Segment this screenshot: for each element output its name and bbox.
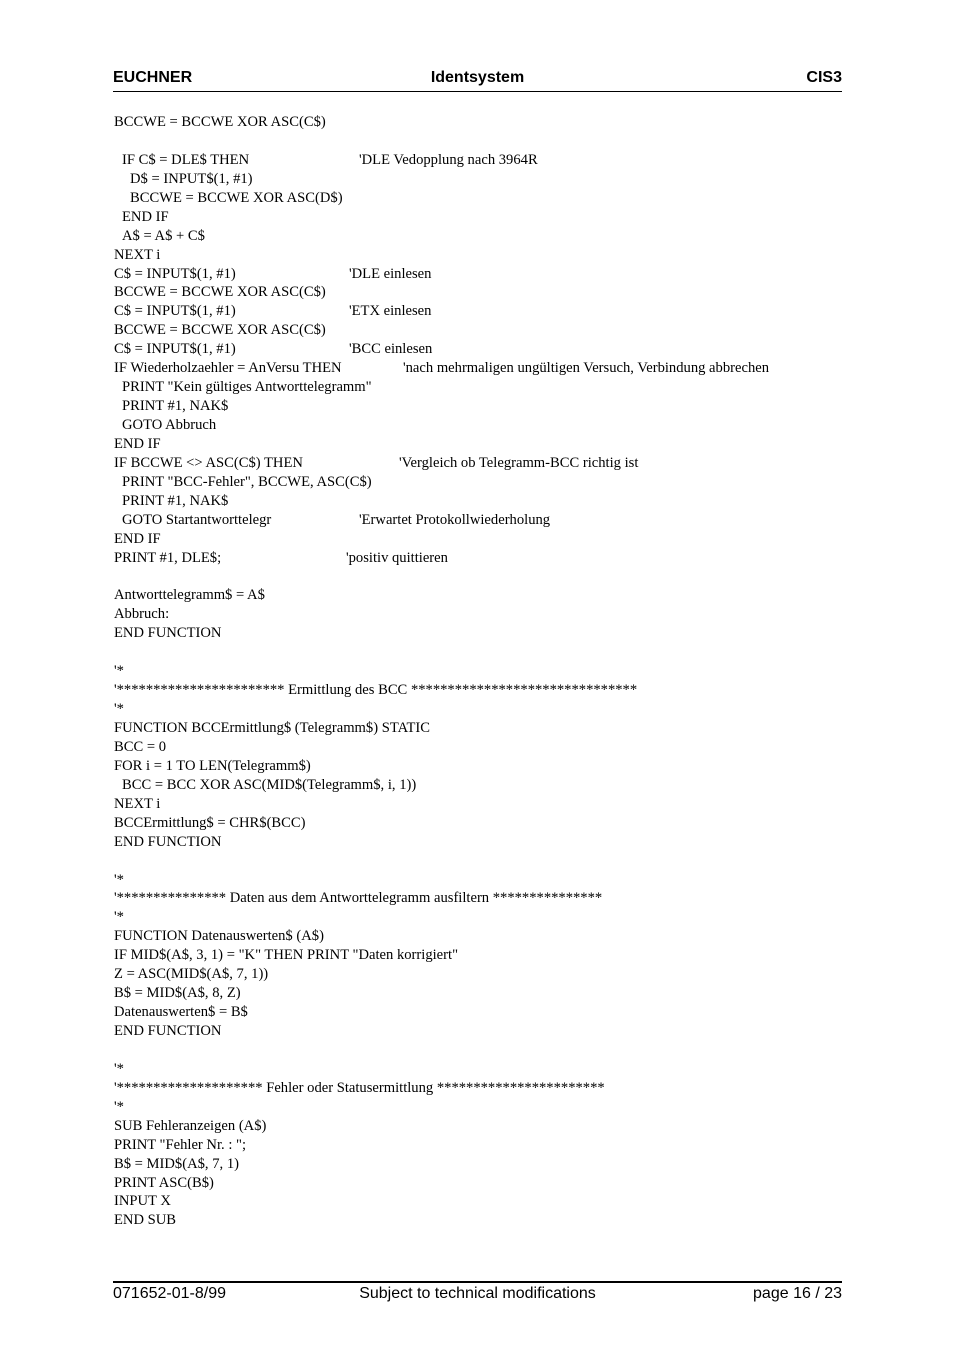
code-text: BCC = 0	[114, 738, 167, 755]
code-line	[114, 435, 842, 454]
code-line	[114, 1060, 842, 1079]
code-text: '*	[114, 663, 124, 680]
code-line	[114, 719, 842, 738]
code-line	[114, 530, 842, 549]
code-line	[114, 1155, 842, 1174]
code-line	[114, 265, 842, 284]
code-text: '*	[114, 1098, 124, 1115]
code-line	[114, 113, 842, 132]
code-text: Z = ASC(MID$(A$, 7, 1))	[114, 966, 269, 983]
code-line	[114, 170, 842, 189]
code-text: END IF	[114, 435, 161, 452]
code-line	[114, 871, 842, 890]
code-comment: 'Vergleich ob Telegramm-BCC richtig ist	[399, 454, 639, 471]
code-text: FOR i = 1 TO LEN(Telegramm$)	[114, 757, 311, 774]
code-text: GOTO Abbruch	[122, 417, 217, 433]
code-comment: 'DLE Vedopplung nach 3964R	[359, 151, 538, 168]
code-text: BCCWE = BCCWE XOR ASC(C$)	[114, 284, 326, 301]
code-line	[114, 359, 842, 378]
code-line	[114, 1211, 842, 1230]
code-line	[114, 1117, 842, 1136]
code-line	[114, 132, 842, 151]
code-text: BCC = BCC XOR ASC(MID$(Telegramm$, i, 1))	[122, 776, 417, 793]
code-line	[114, 1003, 842, 1022]
code-line	[114, 416, 842, 435]
code-text: '*	[114, 701, 124, 718]
code-text: BCCWE = BCCWE XOR ASC(D$)	[130, 189, 343, 206]
code-text: PRINT ASC(B$)	[114, 1174, 214, 1191]
code-text: BCCWE = BCCWE XOR ASC(C$)	[114, 114, 326, 130]
code-line	[114, 1098, 842, 1117]
code-line	[114, 852, 842, 871]
code-line	[114, 833, 842, 852]
code-listing	[114, 113, 842, 1230]
code-text: PRINT "BCC-Fehler", BCCWE, ASC(C$)	[122, 473, 372, 490]
code-line	[114, 454, 842, 473]
code-text: C$ = INPUT$(1, #1)	[114, 341, 236, 358]
page-header	[113, 69, 842, 91]
code-line	[114, 283, 842, 302]
code-text: END FUNCTION	[114, 833, 222, 850]
code-text: NEXT i	[114, 246, 161, 263]
code-line	[114, 1079, 842, 1098]
code-text: PRINT "Fehler Nr. : ";	[114, 1136, 247, 1153]
code-line	[114, 1174, 842, 1193]
code-text: BCCErmittlung$ = CHR$(BCC)	[114, 814, 306, 831]
code-comment: 'positiv quittieren	[346, 549, 448, 566]
code-text: FUNCTION Datenauswerten$ (A$)	[114, 928, 324, 945]
footer-document-number: 071652-01-8/99	[113, 1285, 226, 1302]
code-line	[114, 378, 842, 397]
code-line	[114, 776, 842, 795]
code-text: PRINT #1, DLE$;	[114, 549, 222, 566]
code-text: B$ = MID$(A$, 7, 1)	[114, 1155, 239, 1172]
code-line	[114, 908, 842, 927]
code-line	[114, 1041, 842, 1060]
code-line	[114, 965, 842, 984]
code-line	[114, 340, 842, 359]
code-line	[114, 511, 842, 530]
header-rule	[113, 91, 842, 92]
code-line	[114, 1192, 842, 1211]
code-line	[114, 586, 842, 605]
code-line	[114, 321, 842, 340]
header-product: CIS3	[806, 69, 842, 86]
header-company: EUCHNER	[113, 69, 193, 86]
code-comment: 'ETX einlesen	[349, 303, 432, 320]
code-line	[114, 473, 842, 492]
code-comment: 'BCC einlesen	[349, 341, 433, 358]
code-text: PRINT "Kein gültiges Antworttelegramm"	[122, 379, 372, 396]
code-line	[114, 757, 842, 776]
code-comment: 'Erwartet Protokollwiederholung	[359, 511, 551, 528]
code-line	[114, 795, 842, 814]
code-text: '*	[114, 909, 124, 926]
code-text: '******************** Fehler oder Statusermittlung ***********************	[114, 1079, 605, 1096]
code-line	[114, 889, 842, 908]
code-text: GOTO Startantworttelegr	[122, 511, 272, 528]
code-text: END FUNCTION	[114, 1023, 222, 1039]
code-text: PRINT #1, NAK$	[122, 492, 229, 509]
code-text: INPUT X	[114, 1193, 171, 1210]
code-comment: 'nach mehrmaligen ungültigen Versuch, Verbindung abbrechen	[403, 360, 770, 377]
code-line	[114, 568, 842, 587]
header-title: Identsystem	[430, 69, 525, 86]
code-text: SUB Fehleranzeigen (A$)	[114, 1117, 267, 1134]
code-text: PRINT #1, NAK$	[122, 398, 229, 415]
code-text: NEXT i	[114, 795, 161, 812]
code-line	[114, 189, 842, 208]
code-line	[114, 397, 842, 416]
code-line	[114, 227, 842, 246]
code-text: '*********************** Ermittlung des BCC *******************************	[114, 682, 638, 699]
code-text: Datenauswerten$ = B$	[114, 1004, 248, 1021]
code-text: END IF	[114, 530, 161, 547]
code-line	[114, 927, 842, 946]
code-line	[114, 605, 842, 624]
code-line	[114, 492, 842, 511]
code-line	[114, 814, 842, 833]
code-text: BCCWE = BCCWE XOR ASC(C$)	[114, 322, 326, 339]
code-line	[114, 1022, 842, 1041]
code-line	[114, 984, 842, 1003]
footer-notice: Subject to technical modifications	[359, 1285, 596, 1302]
code-text: IF MID$(A$, 3, 1) = "K" THEN PRINT "Daten korrigiert"	[114, 947, 459, 964]
code-text: C$ = INPUT$(1, #1)	[114, 265, 236, 282]
code-text: IF C$ = DLE$ THEN	[122, 151, 250, 168]
code-comment: 'DLE einlesen	[349, 265, 432, 282]
code-line	[114, 549, 842, 568]
code-line	[114, 1136, 842, 1155]
code-text: B$ = MID$(A$, 8, Z)	[114, 985, 241, 1002]
code-text: '*	[114, 871, 124, 888]
code-text: END SUB	[114, 1212, 177, 1229]
code-line	[114, 662, 842, 681]
code-text: '*	[114, 1060, 124, 1077]
code-text: IF Wiederholzaehler = AnVersu THEN	[114, 360, 342, 377]
code-line	[114, 246, 842, 265]
footer-rule	[113, 1281, 842, 1283]
code-text: D$ = INPUT$(1, #1)	[130, 170, 253, 187]
code-line	[114, 208, 842, 227]
footer-page-number: page 16 / 23	[753, 1285, 842, 1302]
code-text: Antworttelegramm$ = A$	[114, 587, 265, 604]
code-line	[114, 643, 842, 662]
code-line	[114, 302, 842, 321]
code-line	[114, 946, 842, 965]
code-text: END IF	[122, 208, 169, 225]
code-line	[114, 738, 842, 757]
code-text: END FUNCTION	[114, 625, 222, 642]
code-text: A$ = A$ + C$	[122, 227, 205, 244]
code-text: '*************** Daten aus dem Antworttelegramm ausfiltern ***************	[114, 890, 603, 907]
code-text: FUNCTION BCCErmittlung$ (Telegramm$) STATIC	[114, 720, 431, 736]
code-text: IF BCCWE <> ASC(C$) THEN	[114, 454, 303, 471]
code-text: C$ = INPUT$(1, #1)	[114, 303, 236, 320]
code-line	[114, 681, 842, 700]
code-text: Abbruch:	[114, 606, 170, 623]
code-line	[114, 624, 842, 643]
code-line	[114, 151, 842, 170]
page-footer	[113, 1285, 842, 1307]
code-line	[114, 700, 842, 719]
